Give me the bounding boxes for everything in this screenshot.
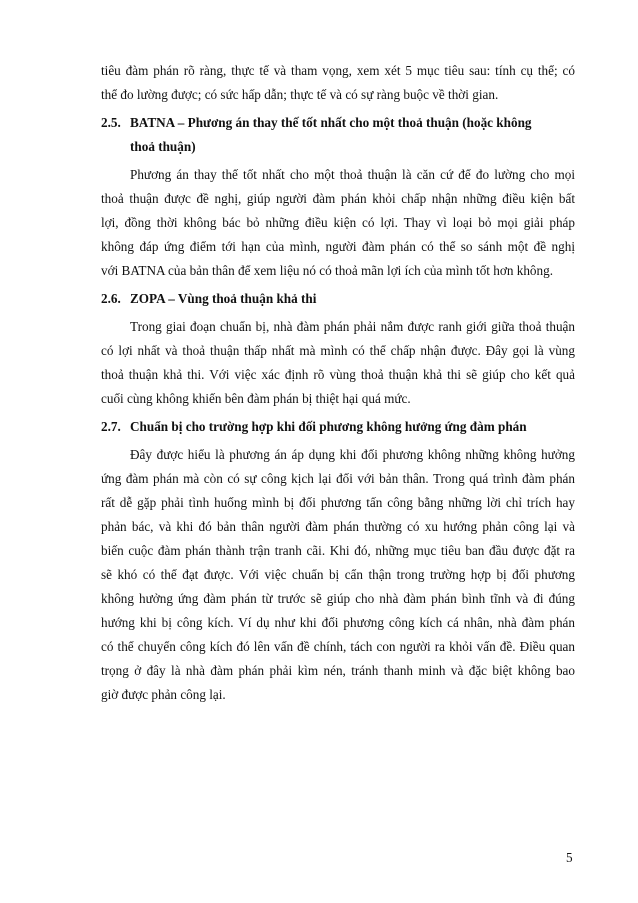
section-title: Chuẩn bị cho trường hợp khi đối phương không hưởng ứng đàm phán [130, 419, 527, 434]
paragraph-line: giờ được phản công lại. [101, 687, 226, 702]
paragraph-line: rất dễ gặp phải tình huống mình bị đối phương tấn công bằng những lời chỉ trích hay [101, 495, 575, 510]
intro-line-2: thể đo lường được; có sức hấp dẫn; thực tế và có sự ràng buộc về thời gian. [101, 87, 499, 102]
paragraph-line: lợi, đồng thời không bác bỏ những điều kiện có lợi. Thay vì loại bỏ mọi giải pháp [101, 215, 575, 230]
paragraph-line: cuối cùng không khiến bên đàm phán bị thiệt hại quá mức. [101, 391, 411, 406]
paragraph-line: thoả thuận khả thi. Với việc xác định rõ vùng thoả thuận khả thi sẽ giúp cho kết quả [101, 367, 575, 382]
paragraph-line: thoả thuận được đề nghị, giúp người đàm phán khỏi chấp nhận những điều kiện bất [101, 191, 575, 206]
paragraph-line: trọng ở đây là nhà đàm phán phải kìm nén, tránh thanh minh và đặc biệt không bao [101, 663, 575, 678]
section-number: 2.7. [101, 419, 121, 434]
paragraph-line: biến cuộc đàm phán thành trận tranh cãi. Khi đó, những mục tiêu ban đầu được đặt ra [101, 543, 575, 558]
section-title: BATNA – Phương án thay thế tốt nhất cho một thoả thuận (hoặc không [130, 115, 532, 130]
paragraph-line: có lợi nhất và thoả thuận thấp nhất mà mình có thể chấp nhận được. Đây gọi là vùng [101, 343, 575, 358]
section-title: ZOPA – Vùng thoả thuận khả thi [130, 291, 317, 306]
section-number: 2.6. [101, 291, 121, 306]
paragraph-line: Trong giai đoạn chuẩn bị, nhà đàm phán phải nắm được ranh giới giữa thoả thuận [130, 319, 575, 334]
paragraph-line: Đây được hiểu là phương án áp dụng khi đối phương không những không hưởng [130, 447, 575, 462]
section-number: 2.5. [101, 115, 121, 130]
paragraph-line: không đáp ứng điểm tới hạn của mình, người đàm phán có thể so sánh một đề nghị [101, 239, 575, 254]
paragraph-line: Phương án thay thế tốt nhất cho một thoả thuận là căn cứ để đo lường cho mọi [130, 167, 575, 182]
page-number: 5 [566, 850, 573, 865]
section-title-continuation: thoả thuận) [130, 139, 196, 154]
paragraph-line: có thể chuyển công kích đó lên vấn đề chính, tách con người ra khỏi vấn đề. Điều quan [101, 639, 575, 654]
paragraph-line: hướng khi bị công kích. Ví dụ như khi đối phương công kích cá nhân, nhà đàm phán [101, 615, 575, 630]
paragraph-line: sẽ khó có thể đạt được. Với việc chuẩn bị cẩn thận trong trường hợp bị đối phương [101, 567, 575, 582]
paragraph-line: không hưởng ứng đàm phán từ trước sẽ giúp cho nhà đàm phán bình tĩnh và đi đúng [101, 591, 575, 606]
paragraph-line: phản bác, và khi đó bản thân người đàm phán thường có xu hướng phản công lại và [101, 519, 575, 534]
intro-line-1: tiêu đàm phán rõ ràng, thực tế và tham vọng, xem xét 5 mục tiêu sau: tính cụ thể; có [101, 63, 575, 78]
paragraph-line: ứng đàm phán mà còn có sự công kịch lại đối với bản thân. Trong quá trình đàm phán [101, 471, 575, 486]
paragraph-line: với BATNA của bản thân để xem liệu nó có thoả mãn lợi ích của mình tốt hơn không. [101, 263, 553, 278]
